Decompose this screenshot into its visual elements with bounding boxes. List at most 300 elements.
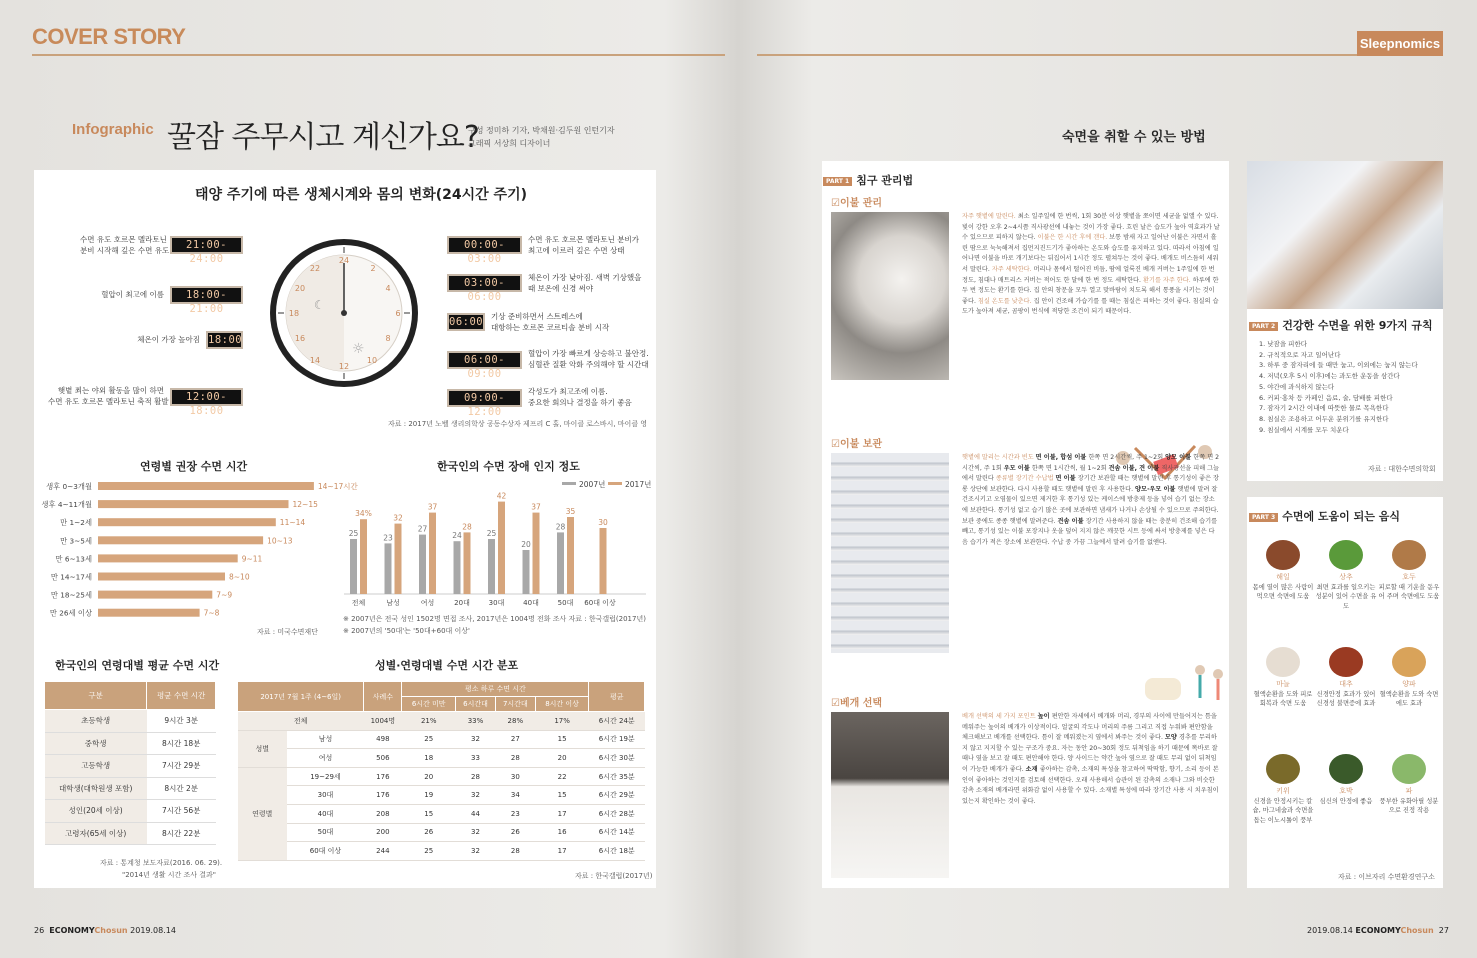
paragraph-text: 한쪽 면 2시간씩, 주 1회	[962, 454, 1220, 472]
part2-source: 자료 : 대한수면의학회	[1368, 465, 1436, 473]
bar-2017	[533, 513, 540, 594]
category-label: 전체	[351, 599, 366, 607]
digital-time: 18:00-21:00	[170, 286, 243, 304]
paragraph-text: 면 이불	[1055, 475, 1078, 483]
chart2-title: 한국인의 수면 장애 인지 정도	[437, 460, 580, 473]
paragraph-text: 장기간 사용하지 않을 때는 충분히 건조해 습기를 빼고, 통기성 있는 이불 포장지나 옷을 덮어 지지 않은 깨끗한 시트 등에 싸서 방충제를 넣은 다음 습기가 적은 장소에 보관한다. 수납 중 가끔 그늘에서 말려 습기를 없앤다.	[962, 517, 1218, 546]
subsection-title: ☑이불 관리	[831, 198, 883, 209]
table-row	[45, 822, 216, 845]
food-desc: 혈액순환을 도와 피로 회복과 숙면 도움	[1253, 690, 1313, 707]
paragraph-text: 햇볕에 말리는 시간과 빈도	[962, 454, 1036, 461]
data-label: 7~8	[203, 608, 220, 618]
table-cell: 32	[456, 730, 496, 749]
table-row	[238, 730, 645, 749]
table-cell: 7시간 56분	[147, 800, 216, 823]
food-image	[1329, 754, 1363, 784]
table-cell: 28	[456, 767, 496, 786]
table-cell: 1004명	[364, 712, 402, 731]
food-name: 양파	[1402, 680, 1416, 688]
food-item	[1378, 647, 1440, 709]
food-item	[1315, 540, 1377, 611]
bar	[98, 609, 200, 617]
svg-text:22: 22	[309, 264, 321, 273]
food-name: 파	[1405, 787, 1413, 795]
category-label: 생후 4~11개월	[41, 500, 92, 510]
food-image	[1329, 540, 1363, 570]
bar	[98, 536, 263, 544]
category-label: 만 18~25세	[50, 590, 92, 600]
data-label-2017: 34%	[355, 509, 372, 519]
table-cell: 28	[495, 842, 535, 861]
sun-icon: ☼	[352, 341, 365, 357]
table-cell: 32	[456, 842, 496, 861]
data-label: 11~14	[279, 518, 306, 528]
digital-time: 21:00-24:00	[170, 236, 243, 254]
food-name: 해일	[1276, 573, 1290, 581]
category-label: 여성	[420, 599, 435, 607]
food-item	[1378, 754, 1440, 816]
moon-icon: ☾	[314, 298, 325, 312]
table-row	[238, 842, 645, 861]
table-row	[238, 804, 645, 823]
pillow-choice-text	[962, 712, 1220, 807]
clock-note: 기상 준비하면서 스트레스에 대항하는 호르몬 코르티솔 분비 시작	[491, 312, 610, 332]
infographic-label: Infographic	[72, 121, 154, 138]
svg-text:18: 18	[288, 309, 300, 318]
food-item	[1252, 647, 1314, 709]
clock-note: 각성도가 최고조에 이름. 중요한 회의나 결정을 하기 좋음	[528, 387, 632, 407]
header-rule	[32, 54, 725, 56]
svg-text:20: 20	[294, 284, 306, 293]
clock-source: 자료 : 2017년 노벨 생리의학상 공동수상자 제프리 C 홀, 마이클 로스바시, 마이클 영	[388, 420, 648, 428]
table-cell: 506	[364, 749, 402, 768]
paragraph-text: 이불은 한 시간 후에 갠다.	[1037, 234, 1110, 242]
clock-note: 혈압이 가장 빠르게 상승하고 불안정. 심혈관 질환 악화 주의해야 할 시간대	[528, 349, 649, 369]
washing-machine-photo	[831, 212, 949, 380]
table-cell: 8시간 2분	[147, 777, 216, 800]
legend-swatch	[608, 482, 622, 485]
food-desc: 풍부한 유화아릴 성분으로 진정 작용	[1379, 797, 1439, 814]
table-cell: 30대	[287, 786, 364, 805]
paragraph-text: 양모·우모 이불	[1135, 485, 1178, 493]
food-item	[1252, 540, 1314, 602]
section-badge: Sleepnomics	[1357, 31, 1443, 56]
sleep-distribution-table	[237, 681, 645, 861]
bar	[98, 591, 212, 599]
subsection-title: ☑이불 보관	[831, 439, 883, 450]
data-label-2017: 35	[565, 507, 576, 516]
table1-source: 자료 : 통계청 보도자료(2016. 06. 29).	[100, 859, 223, 867]
paragraph-text: 종류별 장기간 수납법	[995, 475, 1056, 483]
bedding-storage-text	[962, 453, 1220, 548]
sleep-disorder-chart	[340, 476, 650, 612]
clock-note: 체온이 가장 높아짐	[137, 335, 200, 344]
data-label-2017: 37	[531, 502, 541, 512]
svg-text:10: 10	[366, 356, 378, 365]
table-cell: 33%	[456, 712, 496, 731]
digital-time: 00:00-03:00	[447, 236, 522, 254]
bar-2017	[395, 524, 402, 594]
digital-time: 03:00-06:00	[447, 274, 522, 292]
credit-line: 구성 정미하 기자, 박채원·김두원 인턴기자	[468, 126, 615, 135]
paragraph-text: 집 안이 건조해 가습기를 틀 때는 침실은 피하는 것이 좋다. 침실의 습도가 높아져 세균, 곰팡이 번식에 적당한 조건이 되기 때문이다.	[962, 297, 1219, 316]
paragraph-text: 편안한 자세에서 베개와 머리, 경부의 사이에 만들어지는 틈을 메워주는 높이의 베개가 이상적이다. 얼굴의 각도나 머리의 주름 그리고 직접 누워봐 편안함을 체크해보고 베개를 선택한다. 틈이 잘 메워졌는지 옆에서 봐주는 것이 좋다.	[962, 713, 1217, 742]
table2-title: 성별·연령대별 수면 시간 분포	[375, 659, 519, 672]
food-image	[1392, 540, 1426, 570]
paragraph-text: 머리나 몸에서 떨어진 비듬, 땀에 얼룩진 베개 커버는 1주일에 한 번 정도, 침대나 매트리스 커버는 적어도 한 달에 한 번 정도 세탁한다.	[962, 265, 1215, 284]
sleep-rules-list	[1259, 339, 1418, 435]
food-desc: 신경을 안정시키는 칼슘, 마그네슘과 숙면을 돕는 이노시톨이 풍부	[1252, 797, 1314, 824]
table-cell: 21%	[402, 712, 456, 731]
page-number: 26	[34, 926, 45, 935]
svg-text:6: 6	[395, 309, 401, 318]
paragraph-text: 최소 일주일에 한 번씩, 1회 30분 이상 햇볕을 쪼이면 세균을 없앨 수 있다. 빛이 강한 오후 2~4시쯤 직사광선에 내놓는 것이 가장 좋다. 흐린 날은 습도가 높아 역효과가 날 수 있으므로 피하지 않는다.	[962, 213, 1220, 242]
food-name: 키위	[1276, 787, 1290, 795]
paragraph-text: 좋아하는 감촉, 소재의 특성을 참고하여 딱딱함, 향기, 소리 등이 본인이 좋아하는 것인지를 검토해 선택한다. 오래 사용해서 습관이 된 감촉의 소재나 그와 비슷한 감촉 소재의 베개라면 위화감 없이 사용할 수 있다. 소재별 특성에 따라 장기간 사용 시 치우침이 있는지 확인하는 것이 좋다.	[962, 765, 1219, 805]
data-label-2007: 20	[521, 540, 531, 549]
data-label-2017: 37	[427, 502, 438, 512]
subsection-title: ☑베개 선택	[831, 698, 883, 709]
table-cell: 28	[495, 749, 535, 768]
category-label: 만 14~17세	[50, 572, 92, 582]
paragraph-text: 직사광선을 피해 그늘에서 말린다	[962, 464, 1220, 483]
legend-swatch	[562, 482, 576, 485]
header-rule	[757, 54, 1357, 56]
paragraph-text: 침실 온도를 낮춘다.	[977, 297, 1034, 305]
table-cell: 8시간 18분	[147, 732, 216, 755]
bar-2007	[419, 535, 426, 594]
paragraph-text: 한쪽 면 1시간씩, 월 1~2회	[1031, 464, 1109, 472]
table-cell: 30	[495, 767, 535, 786]
table-row	[238, 823, 645, 842]
rule-item: 7. 잠자기 2시간 이내에 따뜻한 물로 목욕한다	[1259, 404, 1389, 413]
food-name: 대추	[1339, 680, 1353, 688]
page-number: 27	[1438, 926, 1449, 935]
rule-item: 9. 침실에서 시계를 모두 치운다	[1259, 425, 1349, 434]
clock-illustration	[268, 233, 420, 391]
right-title: 숙면을 취할 수 있는 방법	[1062, 130, 1206, 145]
table-cell: 17	[535, 842, 589, 861]
category-label: 30대	[488, 599, 505, 607]
category-label: 남성	[386, 599, 400, 607]
table-header: 7시간대	[495, 697, 535, 712]
legend-label: 2017년	[625, 480, 652, 489]
data-label: 14~17시간	[317, 482, 358, 491]
bar-2007	[350, 539, 357, 594]
category-label: 만 1~2세	[60, 518, 92, 528]
digital-time: 09:00-12:00	[447, 389, 522, 407]
table-cell: 176	[364, 786, 402, 805]
bedding-care-text	[962, 212, 1220, 318]
bar-2017	[360, 519, 367, 594]
food-desc: 몸에 열이 많은 사람이 먹으면 숙면에 도움	[1252, 583, 1314, 600]
sleeping-man-photo	[1247, 161, 1443, 309]
part2-heading: PART 2 건강한 수면을 위한 9가지 규칙	[1249, 317, 1433, 333]
table-header: 사례수	[364, 682, 402, 712]
table-cell: 17	[535, 804, 589, 823]
table-cell: 6시간 14분	[589, 823, 645, 842]
table-row	[45, 732, 216, 755]
table-cell: 성인(20세 이상)	[45, 800, 147, 823]
paragraph-text: 양모 이불	[1165, 454, 1194, 461]
table-row	[238, 749, 645, 768]
food-desc: 혈액순환을 도와 숙면에도 효과	[1379, 690, 1439, 707]
food-image	[1329, 647, 1363, 677]
table-cell: 50대	[287, 823, 364, 842]
table-cell: 6시간 30분	[589, 749, 645, 768]
rule-item: 8. 침실은 조용하고 어두운 분위기를 유지한다	[1259, 414, 1389, 423]
table-cell: 200	[364, 823, 402, 842]
table-header: 6시간대	[456, 697, 496, 712]
table-cell: 6시간 19분	[589, 730, 645, 749]
table-header: 6시간 미만	[402, 697, 456, 712]
paragraph-text: 한쪽 면 2시간씩, 주 1~2회	[1088, 454, 1166, 461]
data-label-2017: 28	[462, 522, 472, 532]
digital-time: 06:00-09:00	[447, 351, 522, 369]
bar-2017	[429, 513, 436, 594]
table-cell: 26	[402, 823, 456, 842]
table-cell: 전체	[238, 712, 364, 731]
bar	[98, 500, 289, 508]
svg-text:12: 12	[338, 362, 350, 371]
paragraph-text: 환기를 자주 한다.	[1142, 276, 1193, 284]
paragraph-text: 모양	[1164, 734, 1180, 742]
food-desc: 최면 효과를 일으키는 성분이 있어 수면을 유도	[1315, 583, 1377, 610]
table-cell: 7시간 29분	[147, 755, 216, 778]
pillow-illustration	[1140, 650, 1230, 710]
paragraph-text: 높이	[1037, 713, 1052, 720]
part3-source: 자료 : 이브자리 수면환경연구소	[1338, 873, 1435, 881]
clock-note: 체온이 가장 낮아짐. 새벽 기상했을 때 보온에 신경 써야	[528, 273, 642, 293]
paragraph-text: 자주 햇볕에 말린다.	[962, 213, 1018, 220]
digital-time: 18:00	[206, 331, 243, 349]
table-cell: 17%	[535, 712, 589, 731]
bar-2017	[498, 502, 505, 594]
table-cell: 고등학생	[45, 755, 147, 778]
bar-2017	[567, 517, 574, 594]
table-cell: 498	[364, 730, 402, 749]
food-name: 호두	[1402, 573, 1416, 581]
svg-text:4: 4	[385, 284, 391, 293]
food-image	[1266, 647, 1300, 677]
table-header: 평균	[589, 682, 645, 712]
paragraph-text: 우모 이불	[1003, 464, 1032, 472]
part3-heading: PART 3 수면에 도움이 되는 음식	[1249, 508, 1400, 524]
table-cell: 32	[456, 786, 496, 805]
credits	[468, 124, 615, 150]
table-cell: 176	[364, 767, 402, 786]
data-label: 12~15	[292, 500, 318, 510]
data-label-2017: 30	[598, 518, 608, 527]
paragraph-text: 햇볕에 말려 잘 건조시키고 오염물이 있으면 제거한 후 통기성 있는 케이스에 방충제 등을 넣어 습기 없는 장소에 보관한다. 통기성 없고 습기 많은 곳에 보관하면 냄새가 나거나 손상될 수 있으므로 주의한다. 보관 중에도 종종 햇볕에 말려준다.	[962, 485, 1219, 525]
chart1-source: 자료 : 미국수면재단	[257, 628, 318, 636]
table-cell: 27	[495, 730, 535, 749]
table-cell: 6시간 24분	[589, 712, 645, 731]
table-cell: 6시간 28분	[589, 804, 645, 823]
table-row	[45, 710, 216, 733]
folded-blankets-photo	[831, 453, 949, 653]
left-footer: 26 ECONOMYChosun 2019.08.14	[34, 926, 176, 935]
food-desc: 심신의 안정에 좋음	[1319, 797, 1373, 805]
table-cell: 대학생(대학원생 포함)	[45, 777, 147, 800]
food-image	[1266, 754, 1300, 784]
bar-2007	[488, 539, 495, 594]
data-label: 7~9	[216, 590, 233, 600]
table-cell: 244	[364, 842, 402, 861]
table-cell: 25	[402, 842, 456, 861]
paragraph-text: 견솜 이불	[1057, 517, 1086, 525]
table-cell: 6시간 18분	[589, 842, 645, 861]
chart2-note: ※ 2007년의 '50대'는 '50대+60대 이상'	[343, 627, 470, 635]
table-cell: 15	[402, 804, 456, 823]
data-label: 10~13	[267, 536, 293, 546]
food-desc: 피로할 때 기운을 돋우어 주며 숙면에도 도움	[1378, 583, 1440, 600]
category-label: 40대	[523, 599, 539, 607]
bar	[98, 573, 225, 581]
table-cell: 20	[535, 749, 589, 768]
table-cell: 34	[495, 786, 535, 805]
chart1-title: 연령별 권장 수면 시간	[140, 460, 248, 473]
paragraph-text: 장기간 보관할 때는 햇볕에 말린 후 통기성이 좋은 장롱 상단에 보관한다. 다시 사용할 때도 햇볕에 말린 후 사용한다.	[962, 475, 1220, 493]
category-label: 50대	[557, 599, 574, 607]
data-label-2007: 24	[452, 531, 462, 541]
category-label: 20대	[454, 599, 470, 607]
chart2-note: ※ 2007년은 전국 성인 1502명 면접 조사, 2017년은 1004명 전화 조사 자료 : 한국갤럽(2017년)	[343, 615, 646, 623]
paragraph-text: 경추를 무리하지 않고 지지할 수 있는 구조가 중요. 자는 동안 20~30회 정도 뒤척임을 하기 때문에 똑바로 잘 때나 옆을 보고 잘 때도 편안해야 한다. 양 사이드는 약간 높아 옆으로 잘 때도 무리 없이 뒤척임이 가능한 베개가 좋다.	[962, 734, 1218, 773]
data-label-2007: 27	[417, 524, 428, 534]
paragraph-text: 견솜 이불, 견 이불	[1108, 464, 1162, 472]
category-label: 만 3~5세	[60, 536, 92, 546]
data-label: 8~10	[229, 572, 250, 582]
part1-heading: PART 1 침구 관리법	[823, 172, 913, 188]
table-cell: 고령자(65세 이상)	[45, 822, 147, 845]
svg-text:16: 16	[294, 334, 306, 343]
bar	[98, 554, 238, 562]
data-label-2007: 25	[486, 529, 497, 538]
section-label: COVER STORY	[32, 24, 186, 49]
data-label-2017: 42	[496, 491, 507, 501]
table-cell: 18	[402, 749, 456, 768]
recommended-sleep-chart	[40, 478, 358, 620]
table-cell: 8시간 22분	[147, 822, 216, 845]
table-cell: 9시간 3분	[147, 710, 216, 733]
bar-2017	[600, 528, 607, 594]
digital-time: 06:00	[447, 313, 485, 331]
table-header: 8시간 이상	[535, 697, 589, 712]
svg-text:2: 2	[370, 264, 376, 273]
table-cell: 26	[495, 823, 535, 842]
rule-item: 1. 낮잠을 피한다	[1259, 340, 1308, 348]
category-label: 만 26세 이상	[49, 608, 92, 618]
table2-source: 자료 : 한국갤럽(2017년)	[575, 872, 653, 880]
table-cell: 19~29세	[287, 767, 364, 786]
food-name: 마늘	[1276, 680, 1290, 688]
food-item	[1315, 647, 1377, 709]
svg-text:14: 14	[309, 356, 321, 365]
table-cell: 22	[535, 767, 589, 786]
table-cell: 60대 이상	[287, 842, 364, 861]
food-name: 상추	[1339, 573, 1353, 581]
table-cell: 연령별	[238, 767, 288, 860]
data-label-2007: 23	[383, 533, 393, 543]
table-cell: 40대	[287, 804, 364, 823]
table-row	[238, 767, 645, 786]
table-cell: 6시간 29분	[589, 786, 645, 805]
table-cell: 32	[456, 823, 496, 842]
bar-2007	[385, 543, 392, 594]
paragraph-text: 보통 밤새 자고 일어난 이불은 자면서 흘린 땀으로 눅눅해져서 집먼지진드기가 좋아하는 온도와 습도를 유지하고 있다. 따라서 아침에 일어나면 이불을 바로 개기보다는 뒤집어서 1시간 정도 펼쳐두는 것이 좋다. 베개도 비스듬히 세워서 말린다.	[962, 234, 1219, 273]
bar	[98, 518, 276, 526]
data-label-2007: 28	[555, 522, 566, 532]
bar-2007	[557, 532, 564, 594]
right-footer: 2019.08.14 ECONOMYChosun 27	[1307, 926, 1449, 935]
table-row	[45, 800, 216, 823]
clock-note: 혈압이 최고에 이름	[101, 290, 164, 299]
bar-2017	[464, 532, 471, 594]
table-cell: 25	[402, 730, 456, 749]
food-item	[1315, 754, 1377, 806]
food-image	[1392, 754, 1426, 784]
table-cell: 19	[402, 786, 456, 805]
digital-time: 12:00-18:00	[170, 388, 243, 406]
rule-item: 3. 하루 중 잠자리에 들 때만 눕고, 이외에는 눕지 않는다	[1259, 361, 1418, 370]
table-row	[45, 755, 216, 778]
table-cell: 초등학생	[45, 710, 147, 733]
paragraph-text: 베개 선택의 세 가지 포인트	[962, 713, 1038, 720]
table-cell: 20	[402, 767, 456, 786]
rule-item: 5. 야간에 과식하지 않는다	[1259, 382, 1335, 391]
food-image	[1266, 540, 1300, 570]
category-label: 60대 이상	[584, 599, 616, 607]
data-label-2017: 32	[393, 513, 403, 523]
table1-title: 한국인의 연령대별 평균 수면 시간	[55, 659, 220, 672]
table-cell: 15	[535, 786, 589, 805]
rule-item: 2. 규칙적으로 자고 일어난다	[1259, 350, 1341, 359]
table-cell: 중학생	[45, 732, 147, 755]
paragraph-text: 면 이불, 합섬 이불	[1035, 454, 1089, 461]
clock-section-title: 태양 주기에 따른 생체시계와 몸의 변화(24시간 주기)	[195, 187, 528, 203]
paragraph-text: 자주 세탁한다.	[991, 265, 1034, 273]
data-label-2007: 25	[348, 529, 359, 538]
table-cell: 16	[535, 823, 589, 842]
food-item	[1378, 540, 1440, 602]
table-cell: 15	[535, 730, 589, 749]
paragraph-text: 하루에 한두 번 정도는 환기를 한다. 집 안의 창문을 모두 열고 맞바람이 치도록 해서 통풍을 시키는 것이 좋다.	[962, 276, 1219, 305]
table-cell: 남성	[287, 730, 364, 749]
clock-note: 햇볕 쬐는 야외 활동을 많이 하면 수면 유도 호르몬 멜라토닌 축적 활발	[48, 386, 169, 406]
food-name: 호박	[1339, 787, 1353, 795]
svg-text:24: 24	[338, 256, 350, 265]
pillow-photo	[831, 712, 949, 878]
table-header: 2017년 7월 1주 (4~6일)	[238, 682, 364, 712]
table-row	[238, 786, 645, 805]
credit-line: 그래픽 서상희 디자이너	[468, 139, 551, 148]
table-cell: 28%	[495, 712, 535, 731]
table-cell: 23	[495, 804, 535, 823]
table-row	[45, 777, 216, 800]
data-label: 9~11	[241, 554, 263, 564]
table-cell: 여성	[287, 749, 364, 768]
table-header: 구분	[45, 682, 147, 710]
rule-item: 4. 저녁(오후 5시 이후)에는 과도한 운동을 삼간다	[1259, 372, 1400, 381]
rule-item: 6. 커피·홍차 등 카페인 음료, 술, 담배를 피한다	[1259, 393, 1393, 402]
category-label: 생후 0~3개월	[46, 482, 92, 491]
table-cell: 44	[456, 804, 496, 823]
food-image	[1392, 647, 1426, 677]
table-header: 평균 수면 시간	[147, 682, 216, 710]
table-cell: 성별	[238, 730, 288, 767]
bar	[98, 482, 314, 490]
